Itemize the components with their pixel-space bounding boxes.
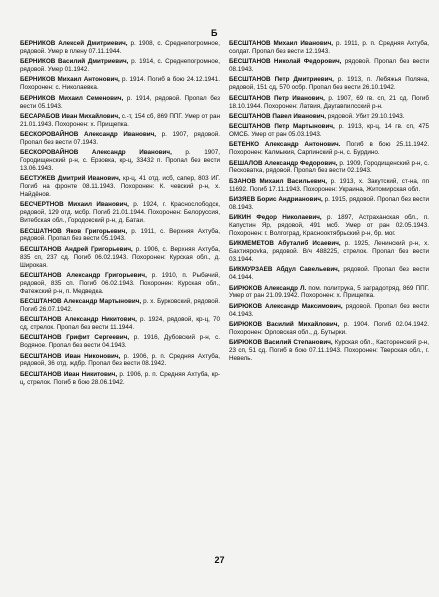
memorial-entry <box>20 95 220 111</box>
entry-name: БЕСШТАНОВ Иван Никонович, <box>20 352 121 360</box>
entry-name: БЕРНИКОВ Михаил Семенович, <box>20 94 124 102</box>
entry-details: рядовой. Убит 29.10.1943. <box>327 112 405 120</box>
page-number: 27 <box>214 555 225 565</box>
entry-details: р. 1906, с. Верхняя Ахтуба, 835 сп, 237 сд. Погиб 06.02.1943. Похоронен: Курская обл., д. Широкая. <box>20 245 220 269</box>
memorial-entry <box>20 246 220 270</box>
entry-details: р. 1915, рядовой. Пропал без вести 08.1943. <box>229 195 429 211</box>
left-column <box>20 40 220 389</box>
entry-name: БИРЮКОВ Александр Л. <box>229 284 307 292</box>
memorial-entry <box>20 298 220 314</box>
entry-name: БЕСШТАНОВ Иван Никитович, <box>20 370 118 378</box>
entry-name: БЕСШТАНОВ Петр Мартынович, <box>229 123 335 131</box>
entry-details: р. 1908, с. Среднепогромное, рядовой. Умер в плену 07.11.1944. <box>20 40 221 55</box>
memorial-entry <box>229 178 429 194</box>
memorial-entry <box>229 240 429 264</box>
entry-details: кр-ц, 41 отд. исб, сапер, 803 ИГ. Погиб на фронте 08.11.1943. Похоронен: К. чевский р-н, х. Найдёнов. <box>20 175 220 199</box>
entry-details: р. 1916, Дубовский р-н, с. Водяное. Пропал без вести 04.1943. <box>20 334 220 350</box>
memorial-entry <box>229 95 429 111</box>
memorial-entry <box>20 334 220 350</box>
entry-name: БЕСШТАНОВ Петр Иванович, <box>229 94 325 102</box>
memorial-entry <box>229 40 429 56</box>
entry-name: БИРЮКОВ Василий Михайлович, <box>229 320 340 328</box>
entry-details: р. 1904. Погиб 02.04.1942. Похоронен: Орловская обл., д. Бутырки. <box>229 320 429 336</box>
entry-details: р. 1914, рядовой. Пропал без вести 05.1943. <box>20 94 220 110</box>
entry-details: р. 1897, Астраханская обл., п. Капустин Яр, рядовой, 491 мсб. Умер от ран 02.05.1943. Похоронен: г. Волгоград, Краснооктябрьский р-н, бр. мог. <box>229 214 429 237</box>
entry-details: р. 1914. Погиб в бою 24.12.1941. Похоронен: с. Николаевка. <box>20 76 220 92</box>
memorial-entry <box>229 141 429 157</box>
entry-details: р. 1906, р. п. Средняя Ахтуба, рядовой, 36 отд. ждбр. Пропал без вести 08.1942. <box>20 352 221 368</box>
entry-name: БЕРНИКОВ Василий Дмитриевич, <box>20 58 129 66</box>
section-letter: Б <box>211 28 218 38</box>
memorial-entry <box>229 196 429 212</box>
entry-details: Погиб в бою 25.11.1942. Похоронен: Калмыкия, Сарпинский р-н, с. Бурдино. <box>229 141 429 157</box>
memorial-entry <box>20 353 220 369</box>
memorial-entry <box>20 371 220 387</box>
memorial-entry <box>20 175 220 199</box>
memorial-entry <box>229 303 429 319</box>
memorial-entry <box>20 228 220 244</box>
entry-name: БЗАНОВ Михаил Васильевич, <box>229 177 328 185</box>
entry-name: БЕСШАТНОВ Яков Григорьевич, <box>20 227 128 235</box>
memorial-entry <box>20 58 220 74</box>
entry-name: БЕСЧЕРТНОВ Михаил Иванович, <box>20 201 129 209</box>
right-column <box>229 40 429 365</box>
memorial-entry <box>229 123 429 139</box>
entry-name: БЕСШТАНОВ Павел Иванович, <box>229 112 327 120</box>
entry-name: БЕСШТАНОВ Николай Федорович, <box>229 58 342 66</box>
entry-details: р. 1925, Ленинский р-н, х. Бахтиярovka, рядовой. В/ч 488225, стрелок. Пропал без вести 03.1944. <box>229 240 430 264</box>
memorial-entry <box>229 285 429 301</box>
entry-name: БИРЮКОВ Александр Максимович, <box>229 302 343 310</box>
entry-details: р. 1907, рядовой. Пропал без вести 07.1943. <box>20 131 220 146</box>
memorial-entry <box>20 201 220 225</box>
entry-name: БЕСШТАНОВ Михаил Иванович, <box>229 40 334 47</box>
memorial-entry <box>20 131 220 147</box>
entry-details: р. 1910, п. Рыбачий, рядовой, 835 сп. Погиб 06.02.1943. Похоронен: Курская обл., Фатежский р-н, п. Медведка. <box>20 271 220 295</box>
memorial-entry <box>229 339 429 363</box>
entry-name: БЕСШТАНОВ Петр Дмитриевич, <box>229 76 334 84</box>
entry-details: р. 1911, р. п. Средняя Ахтуба, солдат. Пропал без вести 12.1943. <box>229 40 430 55</box>
entry-details: р. 1924, рядовой, кр-ц, 70 сд, стрелок. Пропал без вести 11.1944. <box>20 316 220 332</box>
entry-name: БЕСШТАНОВ Александр Мартынович, <box>20 297 142 305</box>
entry-name: БЕСКОРОВАЙНОВ Александр Иванович, <box>20 131 156 139</box>
entry-details: р. 1906, р. п. Средняя Ахтуба, кр-ц, стрелок. Погиб в бою 28.06.1942. <box>20 370 220 386</box>
memorial-entry <box>20 76 220 92</box>
memorial-entry <box>229 160 429 176</box>
entry-name: БИКМЕМЕТОВ Абуталиб Исаевич, <box>229 240 341 248</box>
entry-details: рядовой. Пропал без вести 08.1943. <box>229 58 430 74</box>
memorial-entry <box>20 40 220 56</box>
entry-name: БИКИН Федор Николаевич, <box>229 214 322 222</box>
entry-details: пом. политрука, 5 заградотряд, 869 ППГ. Умер от ран 21.09.1942. Похоронен: х. Прищепка. <box>229 284 430 300</box>
memorial-entry <box>229 214 429 238</box>
entry-details: Курская обл., Касторенский р-н, 23 сп, 51 сд. Погиб в бою 07.11.1943. Похоронен: Тверская обл., г. Невель. <box>229 339 430 362</box>
memorial-entry <box>20 272 220 296</box>
entry-details: р. 1909, Городищенский р-н, с. Песковатка, рядовой. Пропал без вести 02.1943. <box>229 159 430 175</box>
memorial-entry <box>229 266 429 282</box>
entry-name: БЕСШТАНОВ Александр Григорьевич, <box>20 271 147 279</box>
entry-name: БЕСТУЖЕВ Дмитрий Иванович, <box>20 175 121 183</box>
entry-name: БЕРНИКОВ Алексей Дмитриевич, <box>20 40 128 47</box>
memorial-entry <box>229 58 429 74</box>
entry-name: БЕШАЛОВ Александр Федорович, <box>229 159 338 167</box>
entry-name: БЕСШТАНОВ Грифит Сергеевич, <box>20 334 130 342</box>
memorial-entry <box>229 113 429 121</box>
entry-name: БЕТЕНКО Александр Антонович. <box>229 141 341 149</box>
entry-name: БЕСАРАБОВ Иван Михайлович, <box>20 112 120 120</box>
entry-details: р. 1907, 69 гв. сп, 21 сд. Погиб 18.10.1944. Похоронен: Латвия, Даугавпилсский р-н. <box>229 94 430 110</box>
entry-details: р. 1913, х. Закутский, ст-на, пп 11692. Погиб 17.11.1943. Похоронен: Украина, Житомирская обл. <box>229 177 429 193</box>
entry-details: рядовой. Пропал без вести 04.1943. <box>229 302 429 318</box>
entry-name: БЕРНИКОВ Михаил Антонович, <box>20 76 120 84</box>
memorial-entry <box>20 149 220 173</box>
entry-details: р. х. Бурковский, рядовой. Погиб 26.07.1942. <box>20 297 220 313</box>
memorial-entry <box>20 316 220 332</box>
memorial-entry <box>20 113 220 129</box>
entry-details: рядовой. Пропал без вести 04.1944. <box>229 266 429 282</box>
memorial-entry <box>229 76 429 92</box>
entry-name: БЕСКОРОВАЙНОВ Александр Иванович, <box>20 149 172 157</box>
entry-name: БИКМУРЗАЕВ Абдул Савельевич, <box>229 266 340 274</box>
entry-details: р. 1907, Городищенский р-н, с. Ерзовка, кр-ц, 33432 п. Пропал без вести 13.06.1943. <box>20 149 220 173</box>
entry-details: р. 1913, кр-ц, 14 гв. сп, 475 ОМСБ. Умер от ран 05.03.1943. <box>229 123 429 139</box>
entry-details: с.-т, 154 сб, 869 ППГ. Умер от ран 21.01.1943. Похоронен: х. Прищепка. <box>20 112 220 128</box>
entry-details: р. 1913, п. Лебяжья Поляна, рядовой, 151 сд, 570 осбр. Пропал без вести 26.10.1942. <box>229 76 429 92</box>
entry-name: БЕСШТАНОВ Александр Никитович, <box>20 316 137 324</box>
entry-name: БЕСШТАНОВ Андрей Григорьевич, <box>20 245 133 253</box>
entry-details: р. 1911, с. Верхняя Ахтуба, рядовой. Пропал без вести 05.1943. <box>20 227 220 243</box>
entry-details: р. 1914, с. Среднепогромное, рядовой. Умер 01.1942. <box>20 58 221 74</box>
entry-name: БИЗЯЕВ Борис Андрианович, <box>229 195 323 203</box>
memorial-entry <box>229 321 429 337</box>
entry-details: р. 1924, г. Краснослободск, рядовой, 129 отд. мсбр. Погиб 21.01.1944. Похоронен: Белоруссия, Витебская обл., Городокский р-н, д. Батаи. <box>20 201 220 225</box>
entry-name: БИРЮКОВ Василий Степанович, <box>229 339 333 347</box>
